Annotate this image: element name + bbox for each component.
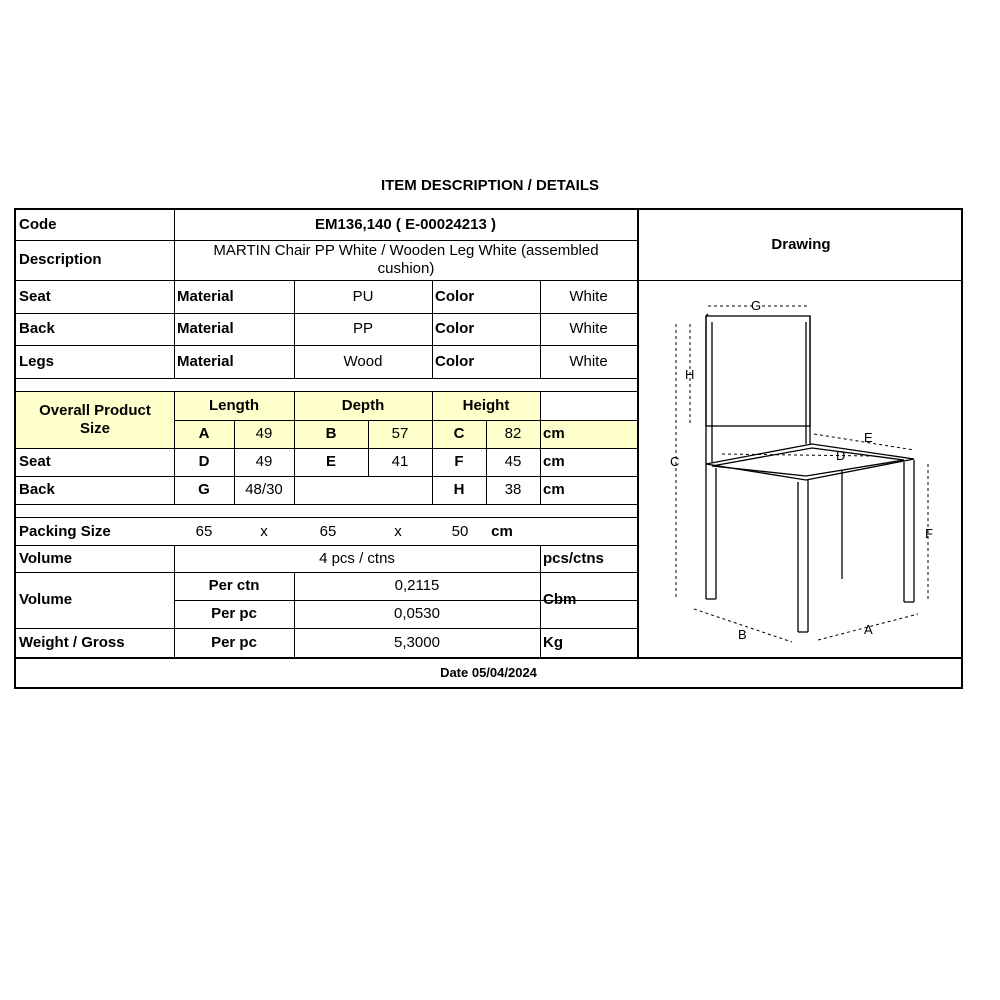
seat-part-label: Seat: [19, 287, 51, 305]
back-color-label: Color: [435, 320, 475, 337]
seat-material-value: PU: [352, 287, 374, 305]
volume-pcs-unit: pcs/ctns: [543, 549, 604, 567]
seat-d-key: D: [198, 453, 210, 470]
weight-per-label: Per pc: [211, 633, 257, 651]
seat-d-value: 49: [255, 453, 273, 470]
drawing-letter-f: F: [925, 526, 933, 541]
seat-e-key: E: [325, 453, 336, 470]
seat-material-label: Material: [177, 287, 234, 305]
back-h-key: H: [453, 481, 465, 498]
per-ctn-value: 0,2115: [394, 577, 440, 594]
per-ctn-label: Per ctn: [208, 577, 260, 594]
spec-sheet: [14, 208, 963, 689]
back-material-value: PP: [352, 320, 373, 337]
back-unit: cm: [543, 481, 565, 498]
back-g-value: 48/30: [245, 481, 283, 498]
packing-label: Packing Size: [19, 522, 111, 540]
weight-label: Weight / Gross: [19, 633, 125, 651]
overall-b-key: B: [325, 425, 337, 442]
page-title: ITEM DESCRIPTION / DETAILS: [380, 177, 600, 194]
legs-color-label: Color: [435, 352, 475, 370]
chair-drawing: [642, 284, 942, 644]
overall-unit: cm: [543, 425, 565, 442]
seat-color-label: Color: [435, 287, 475, 305]
drawing-label: Drawing: [771, 236, 831, 253]
overall-a-key: A: [198, 425, 210, 442]
volume-cbm-unit: Cbm: [543, 591, 577, 608]
packing-x1: x: [260, 522, 268, 540]
seat-color-value: White: [569, 287, 608, 305]
back-h-value: 38: [504, 481, 522, 498]
drawing-letter-g: G: [751, 298, 762, 313]
legs-color-value: White: [569, 352, 608, 370]
weight-unit: Kg: [543, 633, 563, 651]
packing-length: 65: [195, 522, 213, 540]
overall-c-value: 82: [504, 425, 522, 442]
weight-value: 5,3000: [394, 633, 440, 651]
description-label: Description: [19, 251, 102, 268]
code-label: Code: [19, 216, 57, 233]
legs-part-label: Legs: [19, 352, 55, 370]
seat-size-label: Seat: [19, 453, 51, 470]
back-g-key: G: [198, 481, 210, 498]
per-pc-value: 0,0530: [394, 605, 440, 622]
volume-pcs-label: Volume: [19, 549, 73, 567]
overall-c-key: C: [453, 425, 465, 442]
legs-material-value: Wood: [343, 352, 383, 370]
volume-cbm-label: Volume: [19, 591, 73, 608]
packing-x2: x: [394, 522, 402, 540]
drawing-letter-h: H: [685, 367, 695, 382]
length-header: Length: [209, 397, 259, 414]
drawing-letter-d: D: [836, 448, 846, 463]
drawing-letter-b: B: [738, 627, 747, 642]
height-header: Height: [462, 397, 510, 414]
description-value: MARTIN Chair PP White / Wooden Leg White (assembled cushion): [213, 242, 599, 277]
drawing-letter-e: E: [864, 430, 873, 445]
drawing-letter-c: C: [670, 454, 680, 469]
per-pc-label: Per pc: [211, 605, 257, 622]
drawing-letter-a: A: [864, 622, 873, 637]
back-part-label: Back: [19, 320, 55, 337]
seat-unit: cm: [543, 453, 565, 470]
seat-e-value: 41: [391, 453, 409, 470]
packing-unit: cm: [491, 522, 513, 540]
overall-b-value: 57: [391, 425, 409, 442]
packing-height: 50: [451, 522, 469, 540]
back-size-label: Back: [19, 481, 55, 498]
seat-f-key: F: [454, 453, 464, 470]
back-material-label: Material: [177, 320, 234, 337]
size-header-blank: [540, 392, 637, 420]
overall-a-value: 49: [255, 425, 273, 442]
packing-width: 65: [319, 522, 337, 540]
code-value: EM136,140 ( E-00024213 ): [315, 216, 496, 233]
back-color-value: White: [569, 320, 608, 337]
legs-material-label: Material: [177, 352, 234, 370]
date-label: Date 05/04/2024: [440, 665, 537, 680]
seat-f-value: 45: [504, 453, 522, 470]
overall-size-label: Overall Product Size: [39, 402, 151, 437]
depth-header: Depth: [341, 397, 385, 414]
volume-pcs-value: 4 pcs / ctns: [319, 549, 395, 567]
